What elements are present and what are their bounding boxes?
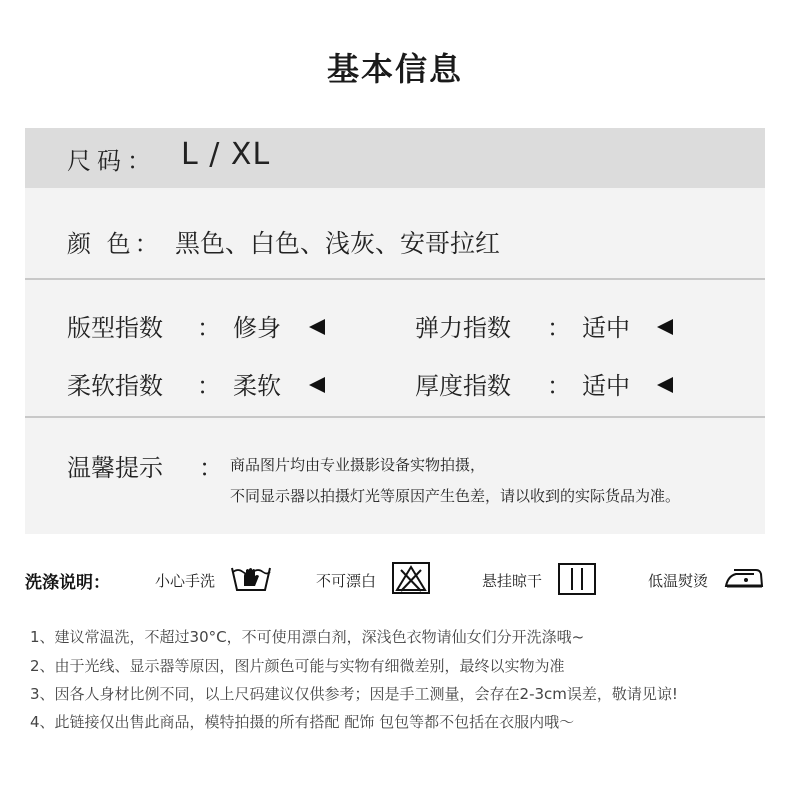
color-value: 黑色、白色、浅灰、安哥拉红 bbox=[175, 229, 501, 258]
hang-dry-icon bbox=[558, 563, 596, 595]
note-4: 4、此链接仅出售此商品，模特拍摄的所有搭配 配饰 包包等都不包括在衣服内哦～ bbox=[30, 713, 575, 731]
stretch-index-value: 适中 bbox=[582, 314, 630, 342]
hand-wash-icon bbox=[230, 562, 272, 594]
color-label: 颜 色： bbox=[67, 230, 163, 258]
note-3: 3、因各人身材比例不同，以上尺码建议仅供参考；因是手工测量，会存在2-3cm误差，敬请见谅! bbox=[30, 685, 678, 703]
low-iron-label: 低温熨烫 bbox=[648, 572, 709, 590]
hand-wash-label: 小心手洗 bbox=[155, 572, 216, 590]
stretch-index-label: 弹力指数 bbox=[415, 314, 511, 342]
thickness-index-label: 厚度指数 bbox=[415, 372, 511, 400]
size-value: L / XL bbox=[181, 137, 271, 172]
thickness-index-colon: ： bbox=[547, 372, 571, 400]
note-2: 2、由于光线、显示器等原因，图片颜色可能与实物有细微差别，最终以实物为准 bbox=[30, 657, 565, 675]
tip-line-1: 商品图片均由专业摄影设备实物拍摄， bbox=[230, 456, 486, 474]
page-title: 基本信息 bbox=[326, 50, 463, 88]
fit-index-colon: ： bbox=[197, 314, 221, 342]
low-iron-icon bbox=[724, 564, 764, 592]
left-triangle-icon bbox=[657, 319, 673, 335]
softness-index-colon: ： bbox=[197, 372, 221, 400]
left-triangle-icon bbox=[309, 377, 325, 393]
color-row bbox=[25, 188, 765, 278]
wash-title: 洗涤说明： bbox=[25, 573, 110, 593]
tip-panel bbox=[25, 418, 765, 534]
left-triangle-icon bbox=[309, 319, 325, 335]
index-panel bbox=[25, 280, 765, 416]
tip-colon: ： bbox=[199, 454, 223, 482]
stretch-index-colon: ： bbox=[547, 314, 571, 342]
softness-index-value: 柔软 bbox=[233, 372, 281, 400]
no-bleach-label: 不可漂白 bbox=[316, 572, 377, 590]
thickness-index-value: 适中 bbox=[582, 372, 630, 400]
softness-index-label: 柔软指数 bbox=[67, 372, 163, 400]
note-1: 1、建议常温洗，不超过30°C，不可使用漂白剂，深浅色衣物请仙女们分开洗涤哦~ bbox=[30, 628, 585, 646]
hang-dry-label: 悬挂晾干 bbox=[482, 572, 543, 590]
no-bleach-icon bbox=[392, 562, 430, 594]
size-label: 尺码： bbox=[67, 147, 157, 175]
tip-label: 温馨提示 bbox=[67, 454, 163, 482]
fit-index-value: 修身 bbox=[233, 314, 281, 342]
fit-index-label: 版型指数 bbox=[67, 314, 163, 342]
size-row bbox=[25, 128, 765, 188]
tip-line-2: 不同显示器以拍摄灯光等原因产生色差，请以收到的实际货品为准。 bbox=[230, 487, 681, 505]
left-triangle-icon bbox=[657, 377, 673, 393]
